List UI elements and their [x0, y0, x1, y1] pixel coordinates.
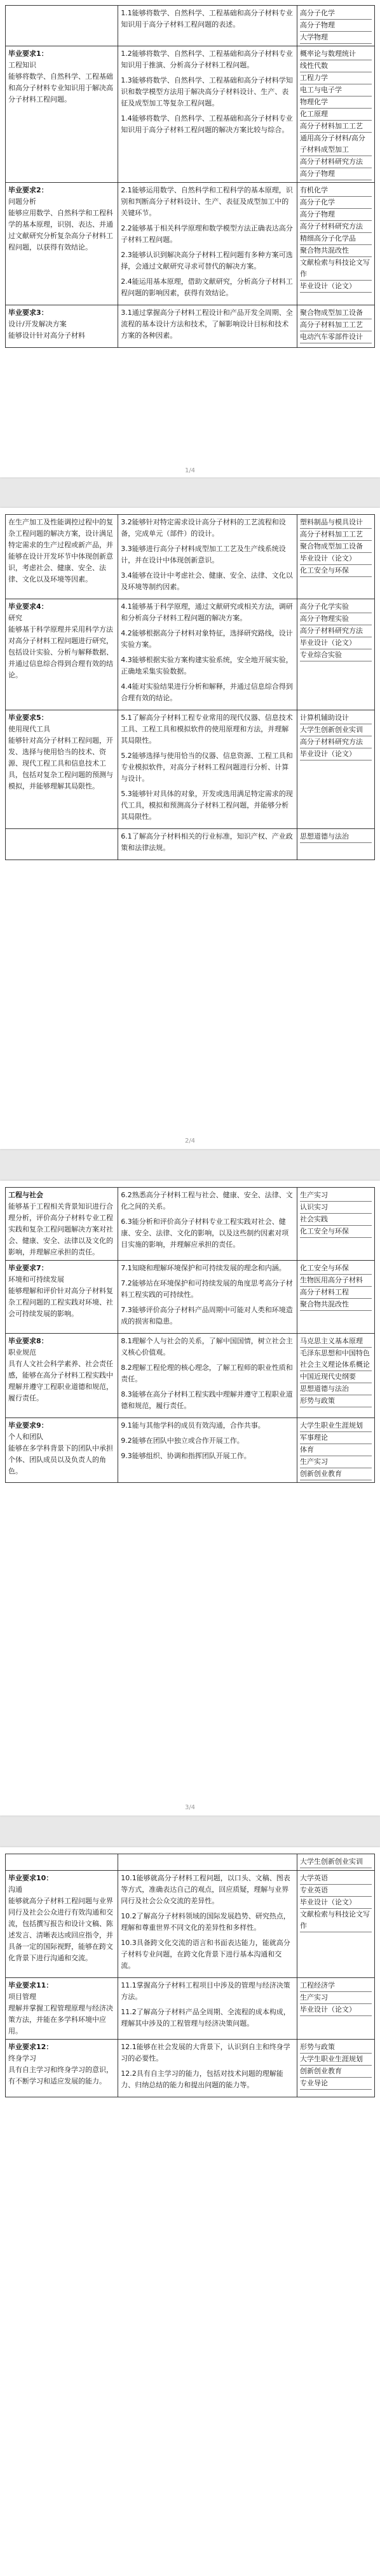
course-cell	[297, 183, 374, 305]
course-item: 思想道德与法治	[300, 1383, 372, 1395]
requirement-text: 项目管理 理解并掌握工程管理原理与经济决策方法，并能在多学科环境中应用。	[8, 1993, 113, 2035]
course-item: 毕业设计（论文）	[300, 2004, 372, 2016]
requirements-table	[5, 1187, 375, 1483]
indicator-cell	[118, 1854, 297, 1871]
indicator-point: 3.1通过掌握高分子材料工程设计和产品开发全周期、全流程的基本设计方法和技术，了解影响设计目标和技术方案的各种因素。	[121, 309, 293, 340]
requirement-text: 设计/开发解决方案 能够设计针对高分子材料	[8, 320, 85, 340]
course-item: 体育	[300, 1444, 372, 1456]
requirement-text: 在生产加工及性能调控过程中的复杂工程问题的解决方案，设计满足特定需求的生产过程或新产品，并能够在设计开发环节中体现创新意识，考虑社会、健康、安全、法律、文化以及环境等因素。	[8, 518, 113, 583]
course-item: 专业导论	[300, 2078, 372, 2090]
requirement-row	[6, 1261, 375, 1334]
requirement-title: 毕业要求3：	[8, 309, 48, 317]
course-item: 毕业设计（论文）	[300, 1897, 372, 1909]
requirement-row	[6, 1854, 375, 1871]
requirement-title: 毕业要求1：	[8, 50, 48, 58]
requirement-text: 问题分析 能够应用数学、自然科学和工程科学的基本原理，识别、表达、并通过文献研究分析复杂高分子材料工程问题，以获得有效结论。	[8, 197, 113, 251]
course-item: 精细高分子化学品	[300, 233, 372, 245]
course-item: 电动汽车零部件设计	[300, 331, 372, 343]
indicator-cell	[118, 1334, 297, 1418]
course-item: 社会实践	[300, 1214, 372, 1226]
requirement-cell	[6, 1188, 118, 1261]
requirement-cell	[6, 1854, 118, 1871]
course-item: 塑料制品与模具设计	[300, 517, 372, 529]
course-item: 毕业设计（论文）	[300, 748, 372, 760]
indicator-point: 5.3能够针对具体的对象，开发或选用满足特定需求的现代工具，模拟和预测高分子材料工程问题，并能够分析其局限性。	[121, 790, 293, 821]
indicator-point: 7.2能够站在环境保护和可持续发展的角度思考高分子材料工程实践的可持续性。	[121, 1279, 293, 1299]
course-item: 高分子材料研究方法	[300, 156, 372, 168]
requirement-row	[6, 1188, 375, 1261]
page-3	[0, 1181, 380, 1816]
indicator-point: 9.1能与其他学科的成员有效沟通，合作共事。	[121, 1421, 265, 1430]
requirement-cell	[6, 6, 118, 46]
requirement-row	[6, 305, 375, 348]
indicator-point: 4.4能对实验结果进行分析和解释，并通过信息综合得到合理有效的结论。	[121, 682, 293, 702]
course-cell	[297, 2040, 374, 2097]
course-item: 认识实习	[300, 1202, 372, 1214]
indicator-cell	[118, 183, 297, 305]
course-item: 生物医用高分子材料	[300, 1275, 372, 1287]
course-item: 高分子物理	[300, 209, 372, 221]
course-item: 大学英语	[300, 1873, 372, 1885]
indicator-cell	[118, 6, 297, 46]
requirement-row	[6, 515, 375, 599]
course-item: 有机化学	[300, 185, 372, 197]
course-item: 马克思主义基本原理	[300, 1336, 372, 1348]
requirement-title: 毕业要求11：	[8, 1981, 53, 1989]
course-item: 军事理论	[300, 1432, 372, 1444]
course-item: 专业英语	[300, 1885, 372, 1897]
requirement-row	[6, 1418, 375, 1483]
page-1	[0, 0, 380, 477]
indicator-cell	[118, 305, 297, 348]
requirement-row	[6, 183, 375, 305]
course-item: 生产实习	[300, 1992, 372, 2004]
indicator-point: 1.2能够将数学、自然科学、工程基础和高分子材料专业知识用于推演、分析高分子材料工程问题。	[121, 50, 293, 69]
indicator-point: 10.1能够就高分子材料工程问题，以口头、文稿、图表等方式，准确表达自己的观点，回应质疑，理解与业界同行及社会公众交流的差异性。	[121, 1874, 290, 1905]
course-item: 化工安全与环保	[300, 1263, 372, 1275]
indicator-cell	[118, 2040, 297, 2097]
indicator-point: 8.3能够在高分子材料工程实践中理解并遵守工程职业道德和规范，履行责任。	[121, 1390, 293, 1410]
indicator-point: 4.1能够基于科学原理，通过文献研究或相关方法，调研和分析高分子材料工程问题的解决方案。	[121, 602, 293, 622]
requirement-row	[6, 599, 375, 710]
requirement-text: 研究 能够基于科学原理并采用科学方法对高分子材料工程问题进行研究，包括设计实验、分析与解释数据、并通过信息综合得到合理有效的结论。	[8, 614, 113, 679]
course-item: 化工原理	[300, 109, 372, 121]
course-item: 高分子材料研究方法	[300, 625, 372, 637]
indicator-point: 7.1知晓和理解环境保护和可持续发展的理念和内涵。	[121, 1264, 286, 1272]
course-item: 计算机辅助设计	[300, 712, 372, 724]
indicator-point: 2.3能够认识到解决高分子材料工程问题有多种方案可选择，会通过文献研究寻求可替代的解决方案。	[121, 251, 293, 270]
indicator-point: 4.2能够根据高分子材料对象特征，选择研究路线，设计实验方案。	[121, 629, 293, 649]
course-cell	[297, 710, 374, 829]
course-item: 高分子化学实验	[300, 601, 372, 613]
course-item: 思想道德与法治	[300, 831, 372, 843]
course-cell	[297, 1418, 374, 1483]
indicator-point: 11.1掌握高分子材料工程项目中涉及的管理与经济决策方法。	[121, 1981, 290, 2001]
course-cell	[297, 46, 374, 183]
indicator-point: 12.1能够在社会发展的大背景下，认识到自主和终身学习的必要性。	[121, 2043, 290, 2062]
course-item: 大学生创新创业实训	[300, 724, 372, 736]
indicator-point: 10.3具备跨文化交流的语言和书面表达能力，能就高分子材料专业问题，在跨文化背景下进行基本沟通和交流。	[121, 1939, 290, 1970]
requirements-table	[5, 5, 375, 348]
requirement-text: 个人和团队 能够在多学科背景下的团队中承担个体、团队成员以及负责人的角色。	[8, 1433, 113, 1475]
page-number: 3/4	[184, 1804, 196, 1811]
course-item: 生产实习	[300, 1190, 372, 1202]
course-item: 概率论与数理统计	[300, 48, 372, 60]
requirement-cell	[6, 2040, 118, 2097]
indicator-cell	[118, 515, 297, 599]
course-cell	[297, 515, 374, 599]
requirement-title: 毕业要求4：	[8, 602, 48, 611]
requirement-row	[6, 2040, 375, 2097]
page-number: 2/4	[184, 1138, 196, 1145]
course-item: 毕业设计（论文）	[300, 553, 372, 565]
requirement-text: 职业规范 具有人文社会科学素养、社会责任感，能够在高分子材料工程实践中理解并遵守工程职业道德和规范，履行责任。	[8, 1348, 113, 1402]
course-item: 毕业设计（论文）	[300, 281, 372, 293]
indicator-point: 3.2能够针对特定需求设计高分子材料的工艺流程和设备，完成单元（部件）的设计。	[121, 518, 286, 538]
requirement-cell	[6, 599, 118, 710]
course-cell	[297, 1334, 374, 1418]
requirement-cell	[6, 183, 118, 305]
indicator-point: 8.1理解个人与社会的关系，了解中国国情，树立社会主义核心价值观。	[121, 1337, 293, 1357]
course-item: 专业综合实验	[300, 649, 372, 661]
indicator-point: 4.3能够根据实验方案构建实验系统，安全地开展实验，正确地采集实验数据。	[121, 656, 293, 675]
course-cell	[297, 829, 374, 860]
course-item: 生产实习	[300, 1456, 372, 1468]
course-item: 大学生职业生涯规划	[300, 1420, 372, 1432]
requirement-cell	[6, 1978, 118, 2040]
indicator-point: 2.2能够基于相关科学原理和数学模型方法正确表达高分子材料工程问题。	[121, 224, 293, 244]
course-item: 聚合物成型加工设备	[300, 307, 372, 319]
course-item: 中国近现代史纲要	[300, 1371, 372, 1383]
course-item: 大学生创新创业实训	[300, 1856, 372, 1868]
course-item: 大学生职业生涯规划	[300, 2054, 372, 2066]
indicator-point: 2.4能运用基本原理，借助文献研究，分析高分子材料工程问题的影响因素，获得有效结论。	[121, 277, 293, 297]
requirement-row	[6, 6, 375, 46]
course-item: 毕业设计（论文）	[300, 637, 372, 649]
requirement-text: 环境和可持续发展 能够理解和评价针对高分子材料复杂工程问题的工程实践对环境、社会可持续发展的影响。	[8, 1275, 113, 1318]
course-item: 形势与政策	[300, 1395, 372, 1407]
course-cell	[297, 1188, 374, 1261]
requirement-text: 工程知识 能够将数学、自然科学、工程基础和高分子材料专业知识用于解决高分子材料工程问题。	[8, 61, 113, 103]
indicator-point: 3.4能够在设计中考虑社会、健康、安全、法律、文化以及环境等制约因素。	[121, 571, 293, 591]
indicator-point: 8.2理解工程伦理的核心理念，了解工程师的职业性质和责任。	[121, 1364, 293, 1383]
requirement-cell	[6, 710, 118, 829]
indicator-point: 5.2能够选择与使用恰当的仪器、信息资源、工程工具和专业模拟软件，对高分子材料工程问题进行分析、计算与设计。	[121, 752, 293, 783]
indicator-point: 11.2了解高分子材料产品全周期、全流程的成本构成，理解其中涉及的工程管理与经济决策问题。	[121, 2008, 290, 2028]
indicator-point: 6.3能分析和评价高分子材料专业工程实践对社会、健康、安全、法律、文化的影响，以及这些制约因素对项目实施的影响，并理解应承担的责任。	[121, 1218, 289, 1249]
indicator-point: 1.1能够将数学、自然科学、工程基础和高分子材料专业知识用于高分子材料工程问题的表述。	[121, 9, 293, 29]
requirement-title: 毕业要求8：	[8, 1337, 48, 1345]
requirements-table	[5, 1854, 375, 2097]
indicator-cell	[118, 1261, 297, 1334]
requirement-title: 毕业要求12：	[8, 2043, 53, 2051]
course-item: 通用高分子材料/高分子材料成型加工	[300, 133, 372, 156]
course-item: 大学物理	[300, 32, 372, 44]
indicator-point: 12.2具有自主学习的能力，包括对技术问题的理解能力、归纳总结的能力和提出问题的能力等。	[121, 2069, 283, 2089]
page-2	[0, 508, 380, 1149]
indicator-point: 3.3能够进行高分子材料成型加工工艺及生产线系统设计，并在设计中体现创新意识。	[121, 545, 286, 564]
course-cell	[297, 6, 374, 46]
course-item: 高分子材料研究方法	[300, 736, 372, 748]
course-item: 高分子物理	[300, 20, 372, 32]
requirement-cell	[6, 515, 118, 599]
indicator-point: 9.2能够在团队中独立或合作开展工作。	[121, 1437, 244, 1445]
indicator-cell	[118, 46, 297, 183]
requirement-title: 毕业要求2：	[8, 186, 48, 194]
course-item: 聚合物共混改性	[300, 245, 372, 257]
indicator-point: 7.3能够评价高分子材料产品周期中可能对人类和环境造成的损害和隐患。	[121, 1306, 293, 1325]
requirement-title: 毕业要求7：	[8, 1264, 48, 1272]
requirement-row	[6, 1334, 375, 1418]
course-item: 高分子材料加工工艺	[300, 529, 372, 541]
indicator-point: 1.3能够将数学、自然科学、工程基础和高分子材料学知识和数学模型方法用于解决高分子材料设计、生产、表征及成型加工等复杂工程问题。	[121, 76, 293, 107]
course-item: 文献检索与科技论文写作	[300, 257, 372, 281]
requirement-row	[6, 1871, 375, 1978]
course-item: 创新创业教育	[300, 2066, 372, 2078]
requirement-title: 毕业要求10：	[8, 1874, 53, 1882]
indicator-point: 10.2了解高分子材料领域的国际发展趋势、研究热点，理解和尊重世界不同文化的差异性和多样性。	[121, 1912, 290, 1932]
indicator-point: 9.3能够组织、协调和指挥团队开展工作。	[121, 1452, 251, 1460]
course-item: 毛泽东思想和中国特色社会主义理论体系概论	[300, 1348, 372, 1371]
course-item: 形势与政策	[300, 2042, 372, 2054]
course-item: 高分子化学	[300, 8, 372, 20]
requirement-cell	[6, 829, 118, 860]
requirement-row	[6, 1978, 375, 2040]
requirement-title: 工程与社会	[8, 1191, 43, 1199]
requirement-row	[6, 710, 375, 829]
course-cell	[297, 1978, 374, 2040]
requirement-cell	[6, 1418, 118, 1483]
course-item: 工程力学	[300, 72, 372, 84]
indicator-cell	[118, 1871, 297, 1978]
course-item: 高分子材料工程	[300, 1287, 372, 1299]
course-item: 化工安全与环保	[300, 565, 372, 577]
requirement-text: 终身学习 具有自主学习和终身学习的意识，有不断学习和适应发展的能力。	[8, 2054, 113, 2085]
course-cell	[297, 1854, 374, 1871]
course-item: 高分子化学	[300, 197, 372, 209]
requirement-cell	[6, 1871, 118, 1978]
requirement-title: 毕业要求5：	[8, 714, 48, 722]
indicator-cell	[118, 829, 297, 860]
indicator-cell	[118, 1418, 297, 1483]
course-item: 高分子材料加工工艺	[300, 319, 372, 331]
requirement-row	[6, 829, 375, 860]
page-number: 1/4	[184, 467, 196, 474]
requirements-table	[5, 514, 375, 860]
course-item: 高分子材料研究方法	[300, 221, 372, 233]
course-item: 高分子物理实验	[300, 613, 372, 625]
course-cell	[297, 1871, 374, 1978]
course-item: 工程经济学	[300, 1980, 372, 1992]
requirement-cell	[6, 46, 118, 183]
indicator-cell	[118, 710, 297, 829]
course-item: 聚合物共混改性	[300, 1299, 372, 1311]
requirement-text: 使用现代工具 能够针对高分子材料工程问题，开发、选择与使用恰当的技术、资源、现代工程工具和信息技术工具，包括对复杂工程问题的预测与模拟，并能够理解其局限性。	[8, 725, 113, 790]
indicator-point: 6.2熟悉高分子材料工程与社会、健康、安全、法律、文化之间的关系。	[121, 1191, 293, 1211]
requirement-text: 能够基于工程相关背景知识进行合理分析，评价高分子材料专业工程实践和复杂工程问题解决方案对社会、健康、安全、法律以及文化的影响，并理解应承担的责任。	[8, 1202, 113, 1256]
course-item: 化工安全与环保	[300, 1226, 372, 1238]
course-item: 线性代数	[300, 60, 372, 72]
requirement-row	[6, 46, 375, 183]
requirement-cell	[6, 305, 118, 348]
course-item: 高分子材料加工工艺	[300, 121, 372, 133]
indicator-point: 5.1了解高分子材料工程专业常用的现代仪器、信息技术工具、工程工具和模拟软件的使用原理和方法，并理解其局限性。	[121, 714, 293, 745]
indicator-point: 1.4能够将数学、自然科学、工程基础和高分子材料专业知识用于高分子材料工程问题的解决方案比较与综合。	[121, 114, 293, 134]
course-cell	[297, 305, 374, 348]
course-item: 创新创业教育	[300, 1468, 372, 1480]
requirement-title: 毕业要求9：	[8, 1421, 48, 1430]
requirement-cell	[6, 1261, 118, 1334]
requirement-text: 沟通 能够就高分子材料工程问题与业界同行及社会公众进行有效沟通和交流，包括撰写报告和设计文稿、陈述发言、清晰表达或回应指令，并具备一定的国际视野，能够在跨文化背景下进行沟通和交流。	[8, 1885, 113, 1962]
indicator-cell	[118, 1978, 297, 2040]
course-item: 聚合物成型加工设备	[300, 541, 372, 553]
page-4	[0, 1847, 380, 2576]
requirement-cell	[6, 1334, 118, 1418]
course-item: 高分子物理	[300, 168, 372, 180]
indicator-cell	[118, 1188, 297, 1261]
course-cell	[297, 1261, 374, 1334]
indicator-cell	[118, 599, 297, 710]
indicator-point: 6.1了解高分子材料相关的行业标准，知识产权、产业政策和法律法规。	[121, 832, 293, 852]
course-item: 物理化学	[300, 96, 372, 109]
course-cell	[297, 599, 374, 710]
course-item: 电工与电子学	[300, 84, 372, 96]
indicator-point: 2.1能够运用数学、自然科学和工程科学的基本原理，识别和判断高分子材料设计、生产、表征及成型加工中的关键环节。	[121, 186, 293, 217]
course-item: 文献检索与科技论文写作	[300, 1909, 372, 1932]
